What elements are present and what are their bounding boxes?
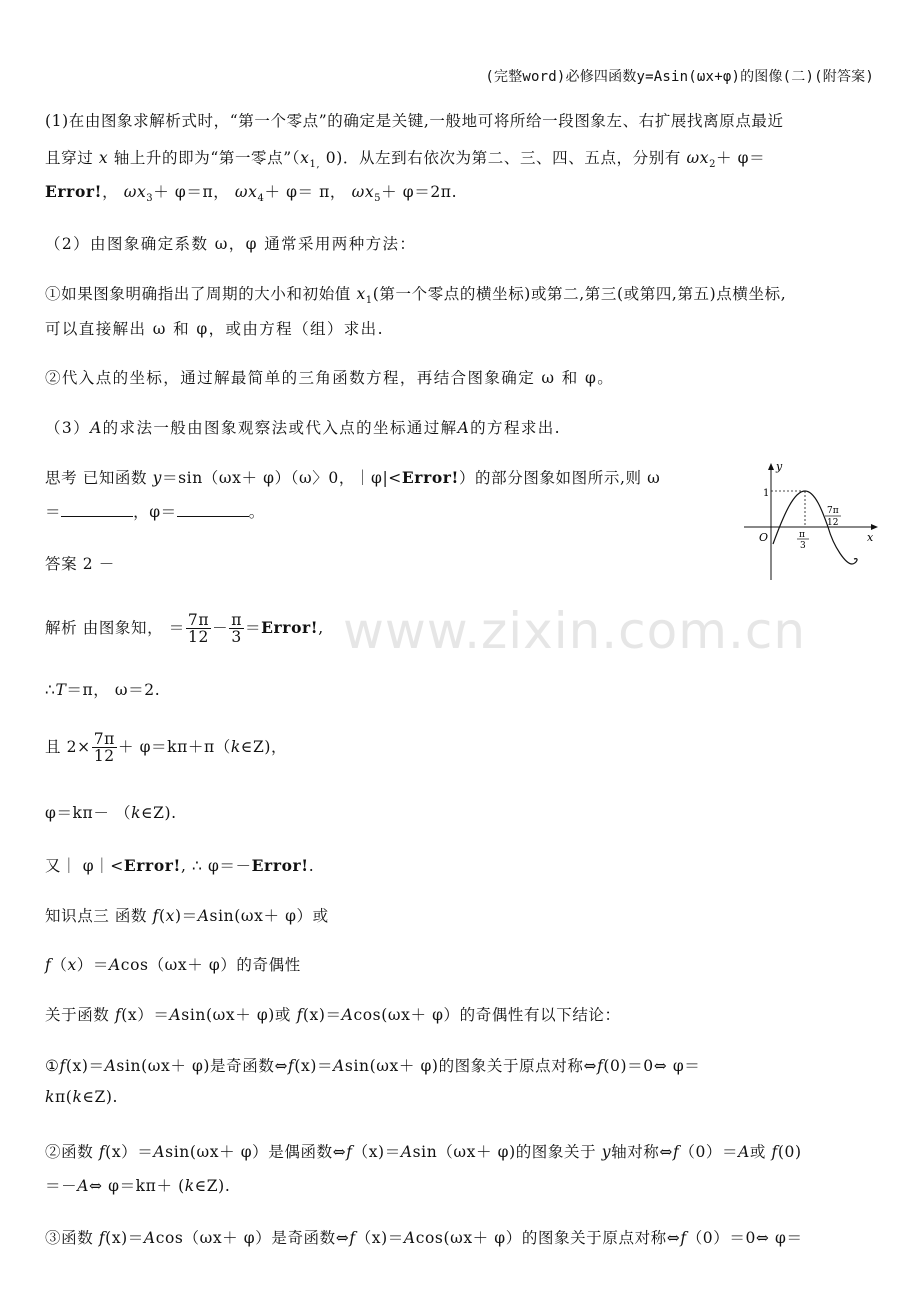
phi-line: φ＝kπ－ （k∈Z).	[45, 804, 177, 822]
think-line2: ＝ ，φ＝ 。	[45, 503, 265, 521]
para1-line3: Error!， $\omega x_3+ \varphi=\pi$， $\omega x_4+ \varphi= \pi$， $\omega x_5+ \varphi=2\pi$.	[45, 182, 458, 204]
answer-line: 答案 2 －	[45, 555, 115, 573]
graph-x-label: x	[867, 531, 874, 544]
para3-line1: ①如果图象明确指出了周期的大小和初始值 $x_1$(第一个零点的横坐标)或第二,第三(或第四,第五)点横坐标,	[45, 285, 787, 306]
conclusion-3-line1: ③函数 f(x)＝Acos（ωx＋ φ）是奇函数⇔f（x)＝Acos(ωx＋ φ）的图象关于原点对称⇔f（0）＝0⇔ φ＝	[45, 1229, 803, 1247]
knowledge-point-3-title-2: f（x）＝Acos（ωx＋ φ）的奇偶性	[45, 956, 301, 974]
para5: （3）A的求法一般由图象观察法或代入点的坐标通过解A的方程求出.	[45, 419, 561, 437]
equation-line: 且 2× $\frac{7\pi}{12}$ ＋ φ＝kπ＋π（k∈Z)，	[45, 730, 288, 766]
conclusion-intro: 关于函数 f(x）＝Asin(ωx＋ φ)或 f(x)＝Acos(ωx＋ φ）的奇偶性有以下结论：	[45, 1006, 621, 1024]
think-line1: 思考 已知函数 y＝sin（ωx＋ φ）（ω〉0，｜φ|<Error!）的部分图象如图所示,则 ω	[45, 468, 661, 487]
analysis-line: 解析 由图象知， ＝ $\frac{7\pi}{12}$ － $\frac{\pi}{3}$ ＝Error!,	[45, 611, 324, 647]
conclusion-1-line2: kπ(k∈Z).	[45, 1088, 119, 1106]
graph-tick-3: 3	[800, 541, 806, 551]
conclusion-1-line1: ①f(x)＝Asin(ωx＋ φ)是奇函数⇔f(x)＝Asin(ωx＋ φ)的图象关于原点对称⇔f(0)＝0⇔ φ＝	[45, 1057, 701, 1075]
graph-max-label: 1	[763, 488, 770, 499]
knowledge-point-3-title: 知识点三 函数 f(x)＝Asin(ωx＋ φ）或	[45, 907, 329, 925]
also-line: 又｜ φ｜<Error!, ∴ φ＝－Error!.	[45, 856, 315, 875]
answer-blank-phi	[177, 502, 249, 517]
graph-tick-7pi: 7π	[827, 506, 839, 516]
graph-tick-12: 12	[827, 518, 839, 528]
graph-y-label: y	[776, 460, 783, 473]
document-header: (完整word)必修四函数y=Asin(ωx+φ)的图像(二)(附答案)	[485, 69, 874, 85]
sine-graph	[742, 456, 882, 582]
graph-origin-label: O	[759, 531, 769, 544]
conclusion-2-line2: ＝－A⇔ φ＝kπ＋ (k∈Z).	[45, 1177, 231, 1195]
period-line: ∴T＝π， ω＝2.	[45, 681, 161, 699]
para1-line2: 且穿过 x 轴上升的即为“第一零点$”(x_{1,}$ 0)．从左到右依次为第二、三、四、五点，分别有 $\omega x_2+ \varphi=$	[45, 149, 766, 170]
graph-tick-pi: π	[799, 530, 805, 540]
conclusion-2-line1: ②函数 f(x）＝Asin(ωx＋ φ）是偶函数⇔f（x)＝Asin（ωx＋ φ)的图象关于 y轴对称⇔f（0）＝A或 f(0)	[45, 1143, 802, 1161]
para2: （2）由图象确定系数 ω，φ 通常采用两种方法：	[45, 235, 417, 253]
para4: ②代入点的坐标，通过解最简单的三角函数方程，再结合图象确定 ω 和 φ。	[45, 369, 615, 387]
para1-line1: (1)在由图象求解析式时，“第一个零点”的确定是关键,一般地可将所给一段图象左、右扩展找离原点最近	[45, 112, 784, 130]
answer-blank-omega	[61, 502, 133, 517]
para3-line2: 可以直接解出 ω 和 φ，或由方程（组）求出.	[45, 320, 384, 338]
watermark: www.zixin.com.cn	[343, 602, 807, 660]
